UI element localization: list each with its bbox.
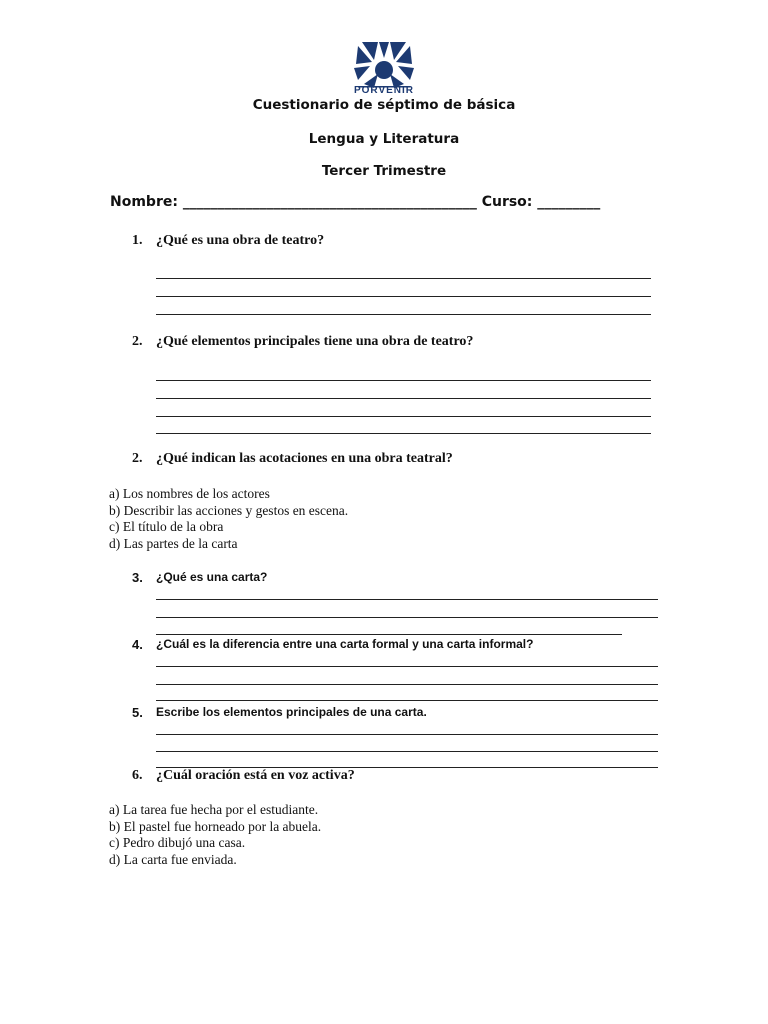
question-number: 2.	[132, 334, 143, 349]
question-text: ¿Qué es una obra de teatro?	[156, 233, 325, 248]
option-b[interactable]: b) El pastel fue horneado por la abuela.	[109, 819, 322, 834]
answer-line[interactable]	[156, 684, 658, 685]
option-a[interactable]: a) La tarea fue hecha por el estudiante.	[109, 802, 319, 817]
answer-line[interactable]	[156, 314, 651, 315]
answer-line[interactable]	[156, 634, 622, 635]
question-text: ¿Cuál es la diferencia entre una carta formal y una carta informal?	[156, 637, 534, 651]
option-a[interactable]: a) Los nombres de los actores	[109, 486, 270, 501]
answer-line[interactable]	[156, 398, 651, 399]
answer-line[interactable]	[156, 599, 658, 600]
term-heading: Tercer Trimestre	[321, 163, 447, 179]
answer-line[interactable]	[156, 380, 651, 381]
question-number: 2.	[132, 451, 143, 466]
answer-line[interactable]	[156, 700, 658, 701]
question-text: ¿Cuál oración está en voz activa?	[156, 768, 355, 783]
answer-line[interactable]	[156, 617, 658, 618]
answer-line[interactable]	[156, 416, 651, 417]
option-d[interactable]: d) La carta fue enviada.	[109, 852, 237, 867]
answer-line[interactable]	[156, 278, 651, 279]
question-number: 6.	[132, 768, 143, 783]
answer-line[interactable]	[156, 296, 651, 297]
question-number: 1.	[132, 233, 143, 248]
logo-wordmark: PORVENIR	[353, 85, 415, 96]
question-text: Escribe los elementos principales de una carta.	[156, 705, 427, 719]
name-label: Nombre:	[110, 194, 178, 210]
course-blank[interactable]: _________	[537, 194, 601, 210]
option-d[interactable]: d) Las partes de la carta	[109, 536, 238, 551]
name-course-row	[110, 194, 670, 210]
answer-line[interactable]	[156, 433, 651, 434]
question-text: ¿Qué elementos principales tiene una obra de teatro?	[156, 334, 474, 349]
question-text: ¿Qué es una carta?	[156, 570, 268, 584]
option-c[interactable]: c) Pedro dibujó una casa.	[109, 835, 246, 850]
question-number: 3.	[132, 570, 143, 585]
name-blank[interactable]: __________________________________________	[182, 194, 477, 210]
question-number: 5.	[132, 705, 143, 720]
worksheet-title: Cuestionario de séptimo de básica	[252, 97, 516, 113]
question-number: 4.	[132, 637, 143, 652]
option-c[interactable]: c) El título de la obra	[109, 519, 224, 534]
answer-line[interactable]	[156, 734, 658, 735]
answer-line[interactable]	[156, 666, 658, 667]
course-label: Curso:	[481, 194, 533, 210]
question-text: ¿Qué indican las acotaciones en una obra teatral?	[156, 451, 453, 466]
subject-heading: Lengua y Literatura	[308, 131, 460, 147]
option-b[interactable]: b) Describir las acciones y gestos en escena.	[109, 503, 349, 518]
answer-line[interactable]	[156, 751, 658, 752]
